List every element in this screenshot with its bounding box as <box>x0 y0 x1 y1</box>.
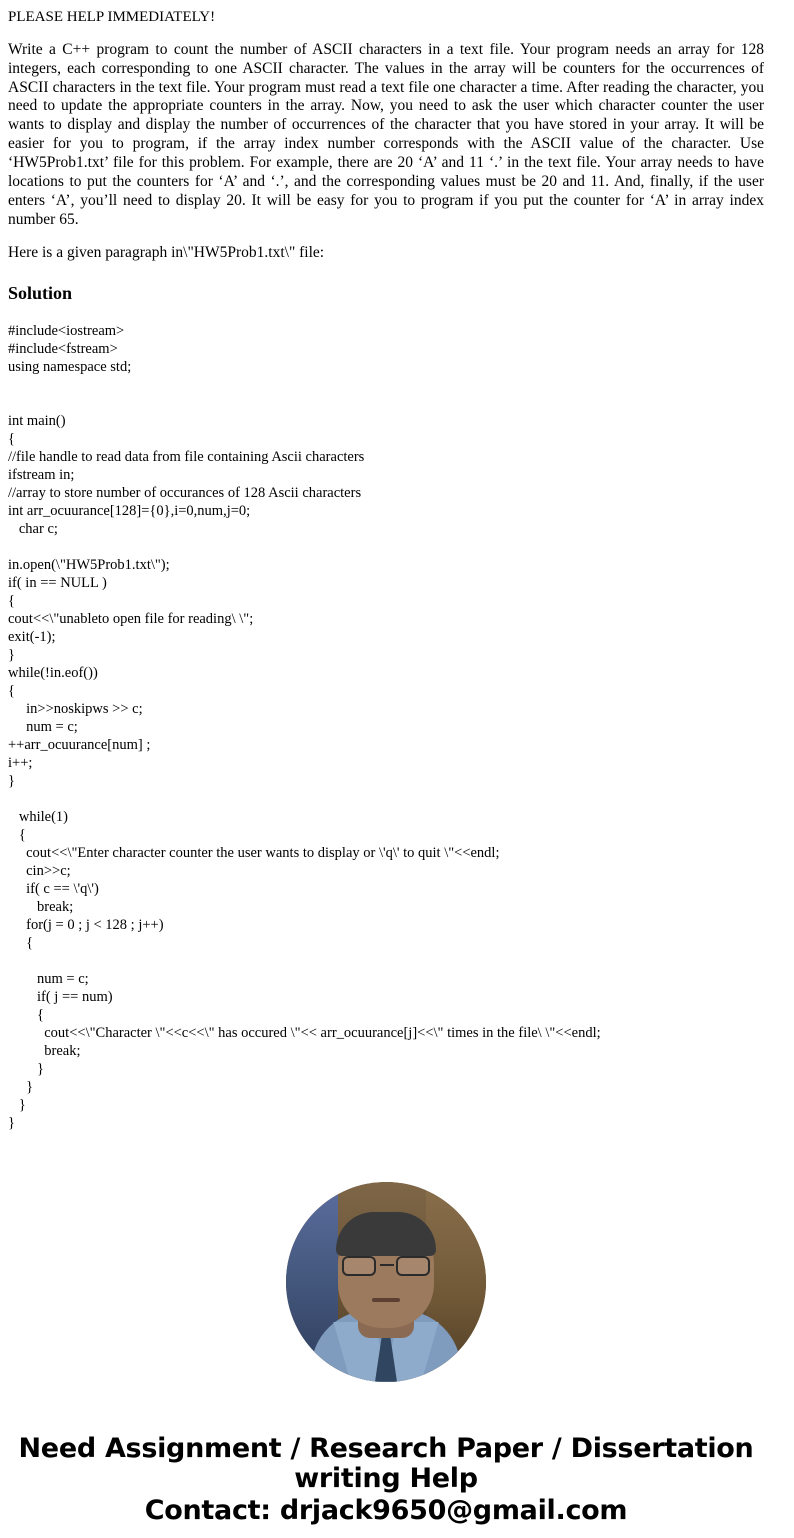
code-line: int arr_ocuurance[128]={0},i=0,num,j=0; <box>8 502 251 519</box>
code-line <box>8 376 764 394</box>
avatar-container <box>8 1182 764 1382</box>
code-line: cout<<\"Character \"<<c<<\" has occured \"<< arr_ocuurance[j]<<\" times in the file\ \"<<endl; <box>8 1024 601 1041</box>
code-line: if( in == NULL ) <box>8 574 107 591</box>
code-line: cin>>c; <box>8 862 71 879</box>
code-line: using namespace std; <box>8 358 132 375</box>
code-line: i++; <box>8 754 33 771</box>
solution-code-block <box>8 322 764 1132</box>
headline-text: PLEASE HELP IMMEDIATELY! <box>8 9 216 25</box>
code-line <box>8 538 764 556</box>
code-line: char c; <box>8 520 58 537</box>
code-line: break; <box>8 1042 81 1059</box>
promo-contact: Contact: drjack9650@gmail.com <box>144 1495 628 1527</box>
code-line <box>8 790 764 808</box>
code-line: while(1) <box>8 808 68 825</box>
promo-banner <box>8 1434 764 1527</box>
mouth-shape <box>372 1298 400 1302</box>
code-line: { <box>8 826 26 843</box>
code-line: exit(-1); <box>8 628 56 645</box>
code-line: { <box>8 592 15 609</box>
code-line: #include<iostream> <box>8 322 125 339</box>
code-line <box>8 952 764 970</box>
question-paragraph: Write a C++ program to count the number of ASCII characters in a text file. Your program needs an array for 128 integers, each corresponding to one ASCII character. The values in the array will be counters for the occurrences of ASCII characters in the text file. Your program must read a text file one character a time. After reading the character, you need to update the appropriate counters in the array. Now, you need to ask the user which character counter the user wants to display and display the number of occurrences of the character that you have stored in your array. It will be easier for you to program, if the array index number corresponds with the ASCII value of the character. Use ‘HW5Prob1.txt’ file for this problem. For example, there are 20 ‘A’ and 11 ‘.’ in the text file. Your array needs to have locations to put the counters for ‘A’ and ‘.’, and the corresponding values must be 20 and 11. And, finally, if the user enters ‘A’, you’ll need to display 20. It will be easy for you to program if you put the counter for ‘A’ in array index number 65. <box>8 40 764 228</box>
code-line: cout<<\"Enter character counter the user wants to display or \'q\' to quit \"<<endl; <box>8 844 500 861</box>
code-line: { <box>8 682 15 699</box>
code-line: //file handle to read data from file containing Ascii characters <box>8 448 365 465</box>
code-line: in>>noskipws >> c; <box>8 700 143 717</box>
code-line: ifstream in; <box>8 466 75 483</box>
code-line: ++arr_ocuurance[num] ; <box>8 736 151 753</box>
glasses-lens-left <box>342 1256 376 1276</box>
code-line: int main() <box>8 412 66 429</box>
code-line: } <box>8 1078 34 1095</box>
code-line: #include<fstream> <box>8 340 118 357</box>
given-paragraph-note: Here is a given paragraph in\"HW5Prob1.txt\" file: <box>8 243 325 261</box>
code-line: if( c == \'q\') <box>8 880 99 897</box>
code-line: } <box>8 772 15 789</box>
code-line: { <box>8 934 34 951</box>
code-line: { <box>8 430 15 447</box>
code-line: if( j == num) <box>8 988 113 1005</box>
code-line: for(j = 0 ; j < 128 ; j++) <box>8 916 164 933</box>
promo-line-2: writing Help <box>294 1462 478 1494</box>
solution-heading: Solution <box>8 282 73 303</box>
glasses-lens-right <box>396 1256 430 1276</box>
code-line <box>8 394 764 412</box>
code-line: while(!in.eof()) <box>8 664 98 681</box>
code-line: in.open(\"HW5Prob1.txt\"); <box>8 556 170 573</box>
avatar <box>286 1182 486 1382</box>
glasses-icon <box>340 1256 432 1276</box>
code-line: num = c; <box>8 970 89 987</box>
glasses-bridge <box>380 1264 394 1266</box>
code-line: num = c; <box>8 718 78 735</box>
code-line: } <box>8 1060 44 1077</box>
code-line: //array to store number of occurances of 128 Ascii characters <box>8 484 362 501</box>
code-line: { <box>8 1006 44 1023</box>
code-line: break; <box>8 898 74 915</box>
code-line: } <box>8 1096 26 1113</box>
promo-line-1: Need Assignment / Research Paper / Dissertation <box>18 1432 754 1464</box>
code-line: } <box>8 646 15 663</box>
code-line: cout<<\"unableto open file for reading\ \"; <box>8 610 254 627</box>
code-line: } <box>8 1114 15 1131</box>
